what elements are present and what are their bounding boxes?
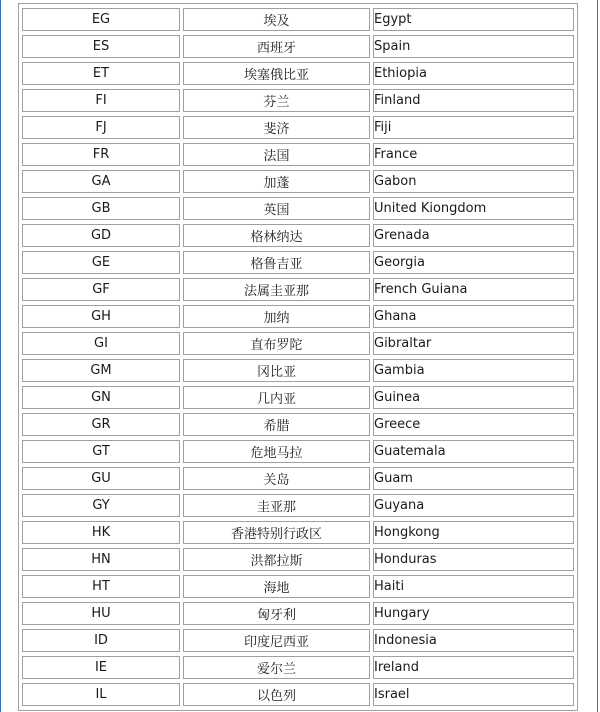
table-row bbox=[22, 359, 574, 382]
country-code-cell: GY bbox=[22, 494, 180, 517]
country-code-cell: HT bbox=[22, 575, 180, 598]
english-name-cell: Gambia bbox=[373, 359, 574, 382]
chinese-name-cell: 以色列 bbox=[183, 683, 370, 706]
country-code-cell: GN bbox=[22, 386, 180, 409]
english-name-cell: Gabon bbox=[373, 170, 574, 193]
country-code-cell: IL bbox=[22, 683, 180, 706]
english-name-cell: Ghana bbox=[373, 305, 574, 328]
chinese-name-cell: 英国 bbox=[183, 197, 370, 220]
table-row bbox=[22, 467, 574, 490]
chinese-name-cell: 西班牙 bbox=[183, 35, 370, 58]
country-code-cell: HN bbox=[22, 548, 180, 571]
english-name-cell: Grenada bbox=[373, 224, 574, 247]
chinese-name-cell: 圭亚那 bbox=[183, 494, 370, 517]
chinese-name-cell: 关岛 bbox=[183, 467, 370, 490]
chinese-name-cell: 格林纳达 bbox=[183, 224, 370, 247]
country-code-cell: FR bbox=[22, 143, 180, 166]
table-row bbox=[22, 548, 574, 571]
table-row bbox=[22, 575, 574, 598]
english-name-cell: Ethiopia bbox=[373, 62, 574, 85]
chinese-name-cell: 危地马拉 bbox=[183, 440, 370, 463]
table-row bbox=[22, 629, 574, 652]
table-row bbox=[22, 170, 574, 193]
english-name-cell: Israel bbox=[373, 683, 574, 706]
table-row bbox=[22, 305, 574, 328]
country-code-cell: EG bbox=[22, 8, 180, 31]
chinese-name-cell: 法国 bbox=[183, 143, 370, 166]
chinese-name-cell: 埃及 bbox=[183, 8, 370, 31]
english-name-cell: Guatemala bbox=[373, 440, 574, 463]
country-code-cell: IE bbox=[22, 656, 180, 679]
country-code-cell: FJ bbox=[22, 116, 180, 139]
english-name-cell: Georgia bbox=[373, 251, 574, 274]
table-row bbox=[22, 197, 574, 220]
english-name-cell: Spain bbox=[373, 35, 574, 58]
country-code-cell: GF bbox=[22, 278, 180, 301]
table-row bbox=[22, 440, 574, 463]
table-row bbox=[22, 413, 574, 436]
country-code-cell: GM bbox=[22, 359, 180, 382]
english-name-cell: Guyana bbox=[373, 494, 574, 517]
country-code-cell: GH bbox=[22, 305, 180, 328]
table-row bbox=[22, 116, 574, 139]
chinese-name-cell: 希腊 bbox=[183, 413, 370, 436]
chinese-name-cell: 加纳 bbox=[183, 305, 370, 328]
country-code-cell: GB bbox=[22, 197, 180, 220]
country-code-cell: HU bbox=[22, 602, 180, 625]
country-code-cell: FI bbox=[22, 89, 180, 112]
english-name-cell: Ireland bbox=[373, 656, 574, 679]
english-name-cell: Honduras bbox=[373, 548, 574, 571]
chinese-name-cell: 几内亚 bbox=[183, 386, 370, 409]
table-row bbox=[22, 683, 574, 706]
table-row bbox=[22, 656, 574, 679]
english-name-cell: Hongkong bbox=[373, 521, 574, 544]
chinese-name-cell: 格鲁吉亚 bbox=[183, 251, 370, 274]
country-code-cell: GR bbox=[22, 413, 180, 436]
country-code-cell: GI bbox=[22, 332, 180, 355]
table-row bbox=[22, 35, 574, 58]
english-name-cell: Egypt bbox=[373, 8, 574, 31]
chinese-name-cell: 匈牙利 bbox=[183, 602, 370, 625]
country-code-cell: GT bbox=[22, 440, 180, 463]
table-row bbox=[22, 89, 574, 112]
chinese-name-cell: 斐济 bbox=[183, 116, 370, 139]
table-row bbox=[22, 143, 574, 166]
english-name-cell: Indonesia bbox=[373, 629, 574, 652]
english-name-cell: Gibraltar bbox=[373, 332, 574, 355]
english-name-cell: Finland bbox=[373, 89, 574, 112]
chinese-name-cell: 冈比亚 bbox=[183, 359, 370, 382]
table-row bbox=[22, 251, 574, 274]
table-row bbox=[22, 494, 574, 517]
english-name-cell: France bbox=[373, 143, 574, 166]
chinese-name-cell: 爱尔兰 bbox=[183, 656, 370, 679]
table-row bbox=[22, 278, 574, 301]
table-row bbox=[22, 602, 574, 625]
table-row bbox=[22, 332, 574, 355]
table-row bbox=[22, 62, 574, 85]
table-body bbox=[22, 8, 574, 706]
country-code-cell: ES bbox=[22, 35, 180, 58]
country-code-cell: GA bbox=[22, 170, 180, 193]
english-name-cell: French Guiana bbox=[373, 278, 574, 301]
chinese-name-cell: 埃塞俄比亚 bbox=[183, 62, 370, 85]
english-name-cell: Greece bbox=[373, 413, 574, 436]
chinese-name-cell: 直布罗陀 bbox=[183, 332, 370, 355]
chinese-name-cell: 香港特别行政区 bbox=[183, 521, 370, 544]
chinese-name-cell: 海地 bbox=[183, 575, 370, 598]
chinese-name-cell: 法属圭亚那 bbox=[183, 278, 370, 301]
english-name-cell: Hungary bbox=[373, 602, 574, 625]
chinese-name-cell: 洪都拉斯 bbox=[183, 548, 370, 571]
table-row bbox=[22, 8, 574, 31]
english-name-cell: Fiji bbox=[373, 116, 574, 139]
english-name-cell: Guinea bbox=[373, 386, 574, 409]
country-code-cell: GE bbox=[22, 251, 180, 274]
chinese-name-cell: 印度尼西亚 bbox=[183, 629, 370, 652]
english-name-cell: Haiti bbox=[373, 575, 574, 598]
country-code-cell: GU bbox=[22, 467, 180, 490]
table-row bbox=[22, 224, 574, 247]
table-row bbox=[22, 386, 574, 409]
english-name-cell: United Kiongdom bbox=[373, 197, 574, 220]
english-name-cell: Guam bbox=[373, 467, 574, 490]
country-code-cell: ID bbox=[22, 629, 180, 652]
country-code-cell: GD bbox=[22, 224, 180, 247]
table-row bbox=[22, 521, 574, 544]
country-code-cell: ET bbox=[22, 62, 180, 85]
chinese-name-cell: 加蓬 bbox=[183, 170, 370, 193]
country-code-cell: HK bbox=[22, 521, 180, 544]
country-code-table bbox=[18, 3, 578, 711]
chinese-name-cell: 芬兰 bbox=[183, 89, 370, 112]
